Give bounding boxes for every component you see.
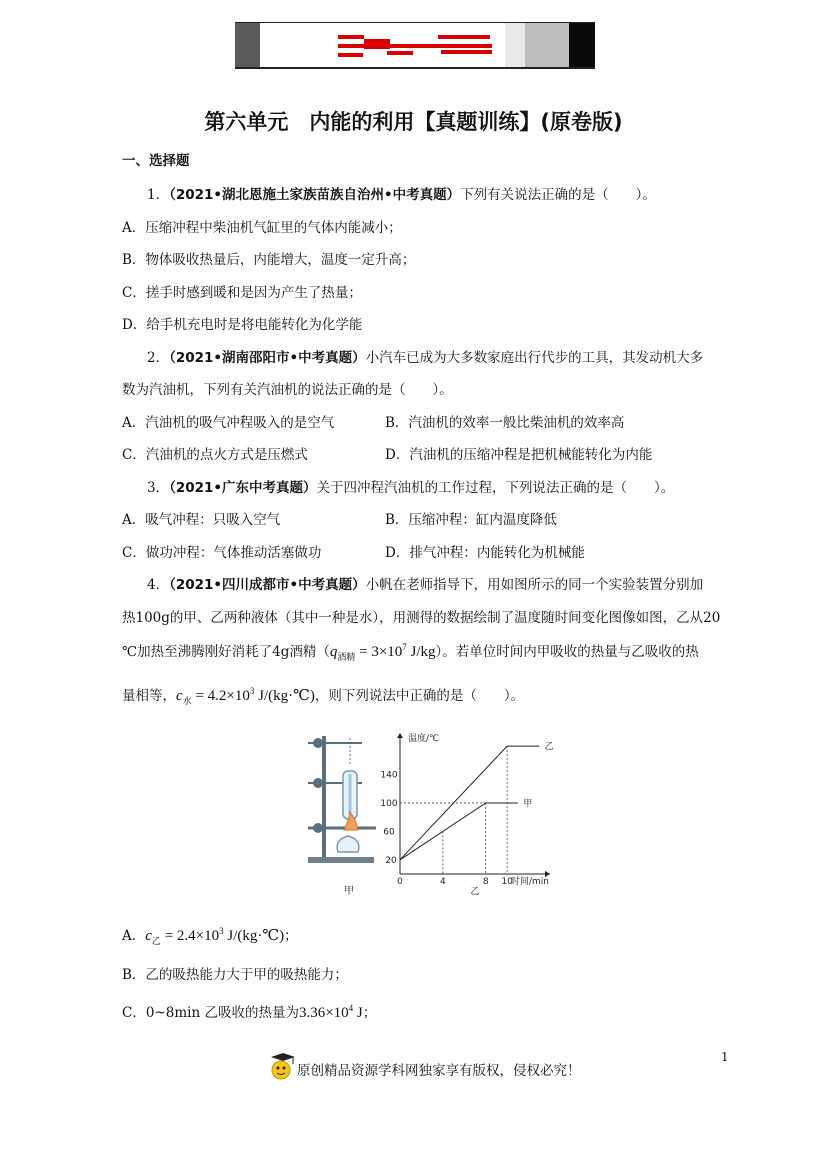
y-tick-label: 100 [380, 798, 398, 809]
section-heading: 一、选择题 [122, 153, 190, 169]
option: D．汽油机的压缩冲程是把机械能转化为内能 [385, 447, 653, 463]
x-tick-label: 8 [482, 877, 489, 887]
question-1-stem: 1．（2021•湖北恩施土家族苗族自治州•中考真题）下列有关说法正确的是（ ）。 [147, 187, 656, 203]
question-4-stem: 4．（2021•四川成都市•中考真题）小帆在老师指导下，用如图所示的同一个实验装置分别加 [147, 577, 704, 593]
x-axis-label: 时间/min [510, 877, 550, 887]
option: C．汽油机的点火方式是压燃式 [122, 447, 308, 463]
y-tick-label: 60 [383, 827, 395, 838]
option: A．吸气冲程：只吸入空气 [122, 512, 281, 528]
y-axis-arrow [397, 733, 403, 738]
question-4-stem-formula-c: 量相等，$c_水 = 4.2\times 10^3$ J/(kg·℃)，则下列说法中正确的是（ ）。 [122, 686, 525, 706]
option: A．汽油机的吸气冲程吸入的是空气 [122, 415, 335, 431]
option: D．排气冲程：内能转化为机械能 [385, 545, 585, 561]
option: C．0~8min 乙吸收的热量为$3.36\times 10^4$ J； [122, 1003, 377, 1021]
option: B．乙的吸热能力大于甲的吸热能力； [122, 967, 348, 983]
y-tick-label: 20 [385, 855, 397, 866]
question-4-stem-formula-q: ℃加热至沸腾刚好消耗了4g酒精（$q_{酒精} = 3\times 10^7$ J/kg）。若单位时间内甲吸收的热量与乙吸收的热 [122, 642, 699, 662]
option: C．做功冲程：气体推动活塞做功 [122, 545, 322, 561]
apparatus-caption: 甲 [344, 886, 354, 897]
header-banner [235, 22, 595, 69]
option: B．压缩冲程：缸内温度降低 [385, 512, 557, 528]
copyright-notice: 原创精品资源学科网独家享有版权，侵权必究！ [297, 1063, 581, 1079]
y-axis-label: 温度/℃ [408, 734, 440, 744]
series-line-jia [400, 803, 518, 860]
experiment-figure [300, 726, 560, 901]
page-title: 第六单元 内能的利用【真题训练】(原卷版) [204, 110, 623, 134]
y-tick-label: 140 [380, 770, 398, 781]
question-4-stem-cont: 热100g的甲、乙两种液体（其中一种是水），用测得的数据绘制了温度随时间变化图像如图，乙从20 [122, 610, 721, 626]
option: A．压缩冲程中柴油机气缸里的气体内能减小； [122, 220, 402, 236]
option: B．物体吸收热量后，内能增大，温度一定升高； [122, 252, 416, 268]
footer [267, 1051, 581, 1085]
series-label: 甲 [523, 798, 533, 809]
option: D．给手机充电时是将电能转化为化学能 [122, 317, 363, 333]
question-2-stem-cont: 数为汽油机，下列有关汽油机的说法正确的是（ ）。 [122, 382, 453, 398]
question-3-stem: 3．（2021•广东中考真题）关于四冲程汽油机的工作过程，下列说法正确的是（ ）。 [147, 480, 675, 496]
temperature-time-chart [380, 732, 553, 897]
series-label: 乙 [544, 742, 554, 753]
heating-apparatus [308, 736, 376, 863]
x-tick-label: 10 [501, 877, 513, 887]
x-tick-label: 0 [397, 877, 403, 887]
option: C．搓手时感到暖和是因为产生了热量； [122, 285, 362, 301]
x-tick-label: 4 [439, 877, 446, 887]
mascot-icon [267, 1051, 297, 1081]
option: A．$c_乙 = 2.4\times 10^3$ J/(kg·℃)； [122, 926, 298, 946]
option: B．汽油机的效率一般比柴油机的效率高 [385, 415, 625, 431]
page-number: 1 [721, 1050, 729, 1064]
question-2-stem: 2．（2021•湖南邵阳市•中考真题）小汽车已成为大多数家庭出行代步的工具，其发动机大多 [147, 350, 704, 366]
chart-caption: 乙 [470, 887, 480, 897]
